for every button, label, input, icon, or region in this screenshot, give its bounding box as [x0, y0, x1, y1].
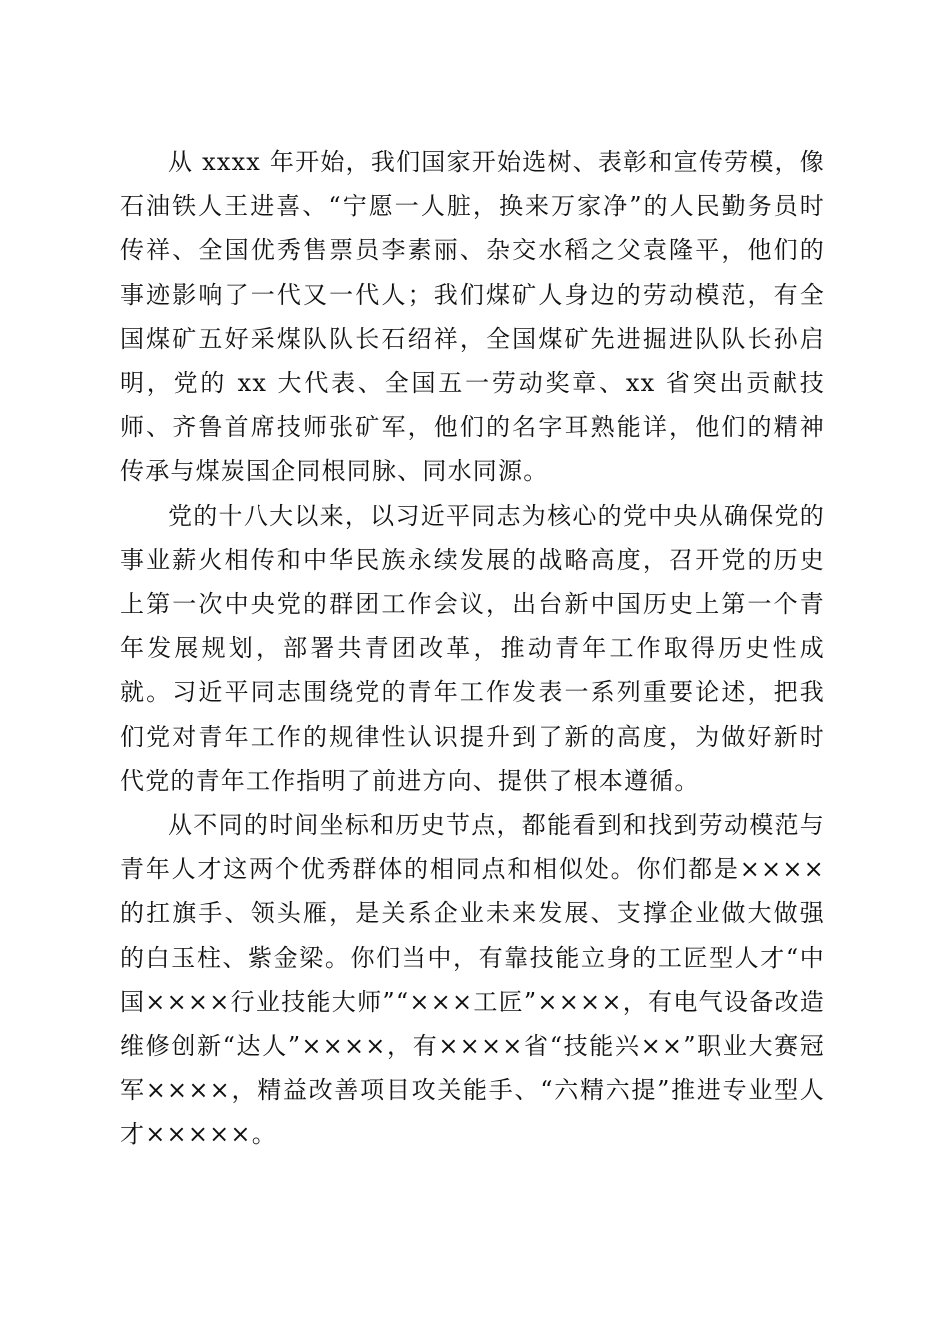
document-body — [120, 140, 825, 1157]
paragraph-labor-models-and-youth-talents: 从不同的时间坐标和历史节点，都能看到和找到劳动模范与青年人才这两个优秀群体的相同点和相似处。你们都是××××的扛旗手、领头雁，是关系企业未来发展、支撑企业做大做强的白玉柱、紫金梁。你们当中，有靠技能立身的工匠型人才“中国××××行业技能大师”“×××工匠”××××，有电气设备改造维修创新“达人”××××，有××××省“技能兴××”职业大赛冠军××××，精益改善项目攻关能手、“六精六提”推进专业型人才×××××。 — [120, 811, 825, 1149]
paragraph-labor-models-history: 从 xxxx 年开始，我们国家开始选树、表彰和宣传劳模，像石油铁人王进喜、“宁愿一人脏，换来万家净”的人民勤务员时传祥、全国优秀售票员李素丽、杂交水稻之父袁隆平，他们的事迹影响了一代又一代人；我们煤矿人身边的劳动模范，有全国煤矿五好采煤队队长石绍祥，全国煤矿先进掘进队队长孙启明，党的 xx 大代表、全国五一劳动奖章、xx 省突出贡献技师、齐鲁首席技师张矿军，他们的名字耳熟能详，他们的精神传承与煤炭国企同根同脉、同水同源。 — [120, 148, 825, 486]
paragraph-youth-work-since-18th-congress: 党的十八大以来，以习近平同志为核心的党中央从确保党的事业薪火相传和中华民族永续发展的战略高度，召开党的历史上第一次中央党的群团工作会议，出台新中国历史上第一个青年发展规划，部署共青团改革，推动青年工作取得历史性成就。习近平同志围绕党的青年工作发表一系列重要论述，把我们党对青年工作的规律性认识提升到了新的高度，为做好新时代党的青年工作指明了前进方向、提供了根本遵循。 — [120, 501, 825, 795]
